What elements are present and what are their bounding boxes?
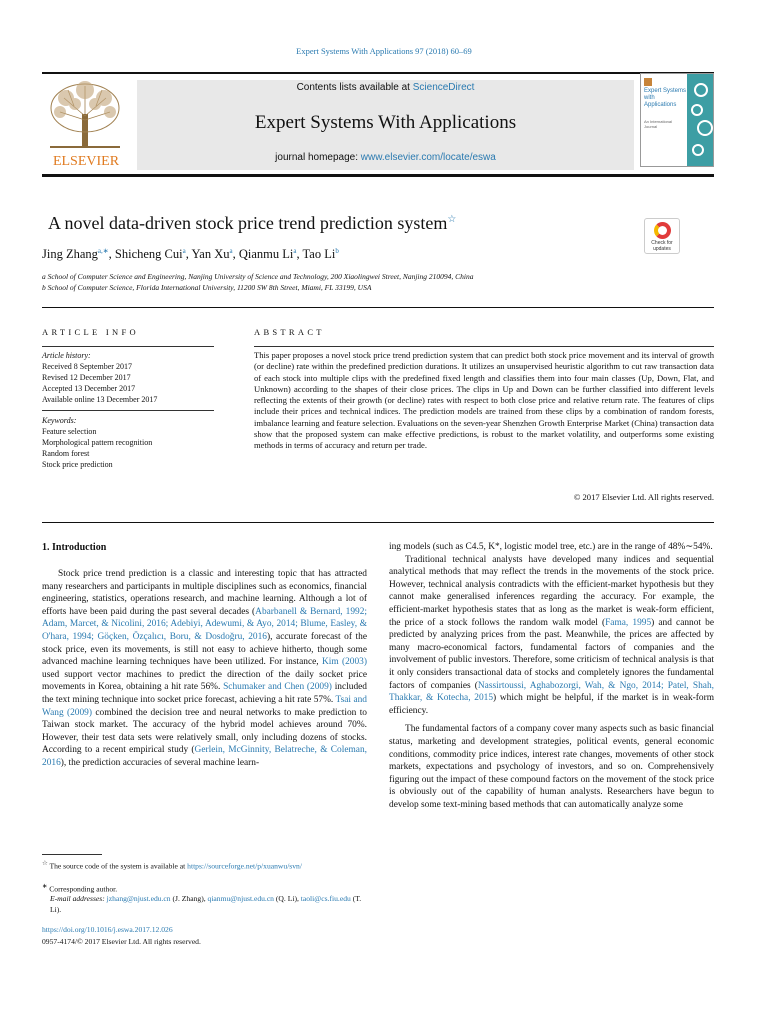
author-affil-mark[interactable]: a — [182, 247, 186, 255]
homepage-line — [137, 152, 634, 163]
citation-link[interactable]: Kim (2003) — [321, 657, 367, 668]
cover-panel — [641, 74, 687, 167]
keyword-item: Stock price prediction — [42, 460, 113, 469]
intro-paragraph: The fundamental factors of a company cover many aspects such as basic financial status, marketing and development strategies, political events, general economic conditions, commodity price indices, interest rate changes, movements of other stock markets, expectations and psychology of investors, and so on. Comprehensively figuring out the impact of these compound factors on the movement of the stock price is obviously out of the capability of human analysts. Researchers have begun to develop some text-mining based methods that can automatically analyze some — [389, 724, 714, 810]
bookmark-icon — [654, 222, 671, 239]
contents-label: Contents lists available at — [296, 82, 413, 93]
citation-link[interactable]: Nassirtoussi, Aghabozorgi, Wah, & Ngo, 2014; Patel, Shah, Thakkar, & Kotecha, 2015 — [389, 680, 714, 704]
citation-link[interactable]: Tsai and Wang (2009) — [42, 694, 367, 718]
cover-gears-icon — [687, 74, 714, 167]
contents-line — [137, 82, 634, 93]
affiliation-a: a School of Computer Science and Engineering, Nanjing University of Science and Technology, 200 Xiaolingwei Street, Nanjing 210094, China — [42, 272, 474, 281]
keywords — [42, 415, 214, 470]
body-text: combined the decision tree and neural networks to make prediction to Taiwan stock market. The accuracy of the hybrid model achieves around 70%. However, their test data sets were relatively small, only including dozens of stocks. According to a recent empirical study ( — [42, 707, 367, 756]
body-text: ), the prediction accuracies of several machine learn- — [60, 757, 260, 768]
author-affil-mark[interactable]: a — [293, 247, 297, 255]
article-info-heading: ARTICLE INFO — [42, 327, 139, 337]
history-item: Accepted 13 December 2017 — [42, 384, 136, 393]
intro-paragraph — [389, 554, 714, 718]
info-rule — [42, 346, 214, 347]
footnote-mark: ☆ — [42, 860, 48, 867]
citation-link[interactable]: Gerlein, McGinnity, Belatreche, & Coleman, 2016 — [42, 745, 367, 768]
paper-title — [48, 213, 456, 234]
check-for-updates-label: Check for updates — [651, 240, 673, 252]
citation-link[interactable]: Fama, 1995 — [605, 617, 652, 628]
email-link[interactable]: taoli@cs.fiu.edu — [300, 894, 351, 903]
abstract-heading: ABSTRACT — [254, 327, 325, 337]
footnote-source-code — [42, 858, 367, 872]
email-link[interactable]: qianmu@njust.edu.cn — [207, 894, 274, 903]
history-item: Revised 12 December 2017 — [42, 373, 131, 382]
keywords-label: Keywords: — [42, 416, 77, 425]
issn-line: 0957-4174/© 2017 Elsevier Ltd. All rights reserved. — [42, 937, 201, 946]
emails-label: E-mail addresses: — [50, 894, 107, 903]
article-history — [42, 350, 214, 405]
doi-link[interactable]: https://doi.org/10.1016/j.eswa.2017.12.026 — [42, 925, 173, 934]
intro-paragraph: ing models (such as C4.5, K*, logistic model tree, etc.) are in the range of 48%∼54%. — [389, 542, 713, 552]
author-name[interactable]: Qianmu Li — [238, 247, 294, 262]
journal-header — [137, 80, 634, 170]
paper-title-text: A novel data-driven stock price trend prediction system — [48, 213, 448, 233]
title-footnote-mark[interactable]: ☆ — [447, 214, 457, 225]
citation-link[interactable]: Schumaker and Chen (2009) — [223, 682, 332, 693]
introduction-heading: 1. Introduction — [42, 542, 107, 553]
cover-title: Expert Systems with Applications — [644, 88, 687, 108]
email-owner: (J. Zhang), — [170, 894, 208, 903]
author-list: Jing Zhang$^{a,∗}$, Shicheng Cui$^a$, Yan Xu$^a$, Qianmu Li$^a$, Tao Li$^b$ — [42, 247, 339, 262]
author-name[interactable]: Yan Xu — [191, 247, 230, 262]
body-text: included the text mining technique into socket price forecast, achieving a hit rate 57%. — [42, 682, 367, 705]
keyword-item: Feature selection — [42, 427, 97, 436]
history-item: Available online 13 December 2017 — [42, 395, 158, 404]
body-text: ), accurate forecast of the stock price, even its movements, is still not easy to achieve hitherto, though some advanced machine learning techniques have been utilized. For instance, — [42, 631, 367, 668]
author-name[interactable]: Tao Li — [302, 247, 336, 262]
footnote-rule — [42, 854, 102, 855]
top-rule — [42, 72, 714, 74]
author-name[interactable]: Shicheng Cui — [114, 247, 183, 262]
section-rule — [42, 307, 714, 308]
footnote-text: The source code of the system is available at — [49, 861, 188, 871]
check-for-updates-badge[interactable] — [644, 218, 680, 254]
cover-subtitle: An International Journal — [644, 119, 673, 129]
citation-link[interactable]: Abarbanell & Bernard, 1992; Adam, Marcet, & Nicolini, 2016; Adebiyi, Adewumi, & Ayo, 2014; Blume, Easley, & O'hara, 1994; Göçken, Özçalıcı, Boru, & Dosdoğru, 2016 — [42, 606, 367, 642]
body-rule — [42, 522, 714, 523]
body-text: ) which might be helpful, if the market is in weak-form efficiency. — [389, 693, 714, 716]
email-owner: (T. Li). — [50, 894, 362, 914]
journal-cover[interactable] — [640, 73, 714, 167]
history-item: Received 8 September 2017 — [42, 362, 132, 371]
journal-reference[interactable]: Expert Systems With Applications 97 (2018) 60–69 — [296, 46, 472, 56]
right-column — [389, 541, 714, 811]
author-affil-mark[interactable]: b — [335, 247, 339, 255]
homepage-label: journal homepage: — [275, 152, 361, 163]
left-column — [42, 568, 367, 770]
author-affil-mark[interactable]: a,∗ — [97, 247, 109, 255]
info-rule — [42, 410, 214, 411]
keyword-item: Morphological pattern recognition — [42, 438, 153, 447]
homepage-link[interactable]: www.elsevier.com/locate/eswa — [360, 152, 496, 163]
history-label: Article history: — [42, 351, 91, 360]
cover-logo-icon — [644, 78, 652, 86]
body-text: Traditional technical analysts have developed many indices and sequential analytical methods that may reflect the trends in the movements of the stock price. However, technical analysis contradicts with the efficient-market hypothesis but they cannot make generalised inferences regarding the accuracy. For example, the efficient-market hypothesis states that as long as the market is weak-form efficient, the price of a stock follows the random walk model ( — [389, 554, 714, 628]
abstract-copyright: © 2017 Elsevier Ltd. All rights reserved. — [573, 492, 714, 502]
author-affil-mark[interactable]: a — [229, 247, 233, 255]
publisher-name: ELSEVIER — [52, 154, 120, 169]
abstract-text: This paper proposes a novel stock price trend prediction system that can predict both stock price movement and its interval of growth (or decline) rate within the predefined prediction durations. It utilizes an unsupervised heuristic algorithm to cut raw transaction data of each stock into multiple clips with the predefined fixed length and classifies them into four main classes (Up, Down, Flat, and Unknown) according to the shapes of their close prices. The clips in Up and Down can be further classified into different levels reflecting the extents of their growth (or decline) rates with respect to both close price and relative return rate. The features of clips include their prices and technical indices. The prediction models are trained from these clips by a combination of random forests, imbalance learning and feature selection. Evaluations on the seven-year Shenzhen Growth Enterprise Market (China) transaction data show that the proposed system can make effective predictions, is robust to the market volatility, and outperforms some existing methods in terms of accuracy and return per trade. — [254, 350, 714, 451]
source-code-link[interactable]: https://sourceforge.net/p/xuanwu/svn/ — [187, 861, 302, 871]
email-link[interactable]: jzhang@njust.edu.cn — [106, 894, 171, 903]
header-thick-rule — [42, 174, 714, 177]
intro-paragraph — [42, 568, 367, 770]
body-text: used support vector machines to predict the direction of the daily socket price movements in Korea, obtaining a hit rate 56%. — [42, 669, 367, 693]
sciencedirect-link[interactable]: ScienceDirect — [412, 82, 475, 93]
footnote-text: Corresponding author. — [49, 884, 118, 894]
author-name[interactable]: Jing Zhang — [42, 247, 98, 262]
affiliation-b: b School of Computer Science, Florida International University, 11200 SW 8th Street, Miami, FL 33199, USA — [42, 283, 372, 292]
footnote-emails — [42, 893, 367, 915]
abstract-rule — [254, 346, 714, 347]
elsevier-logo — [42, 76, 130, 170]
keyword-item: Random forest — [42, 449, 90, 458]
email-owner: (Q. Li), — [273, 894, 301, 903]
tree-logo-icon — [42, 76, 130, 170]
body-text: Stock price trend prediction is a classic and interesting topic that has attracted many researchers and participants in multiple disciplines such as economics, financial engineering, statistics, operations research, and machine learning. Although a lot of efforts have been paid during the past several decades ( — [42, 569, 367, 617]
footnote-mark: ∗ — [42, 883, 48, 890]
body-text: ) and cannot be predicted by analyzing prices from the past. Meanwhile, the prices are affected by many macro-economical factors, fundamental factors of companies and the involvement of public investors. Therefore, some criticism of technical analysis is that it only considers transactional data of stocks and completely ignores the fundamental factors of companies ( — [389, 617, 714, 691]
journal-name: Expert Systems With Applications — [254, 112, 517, 133]
